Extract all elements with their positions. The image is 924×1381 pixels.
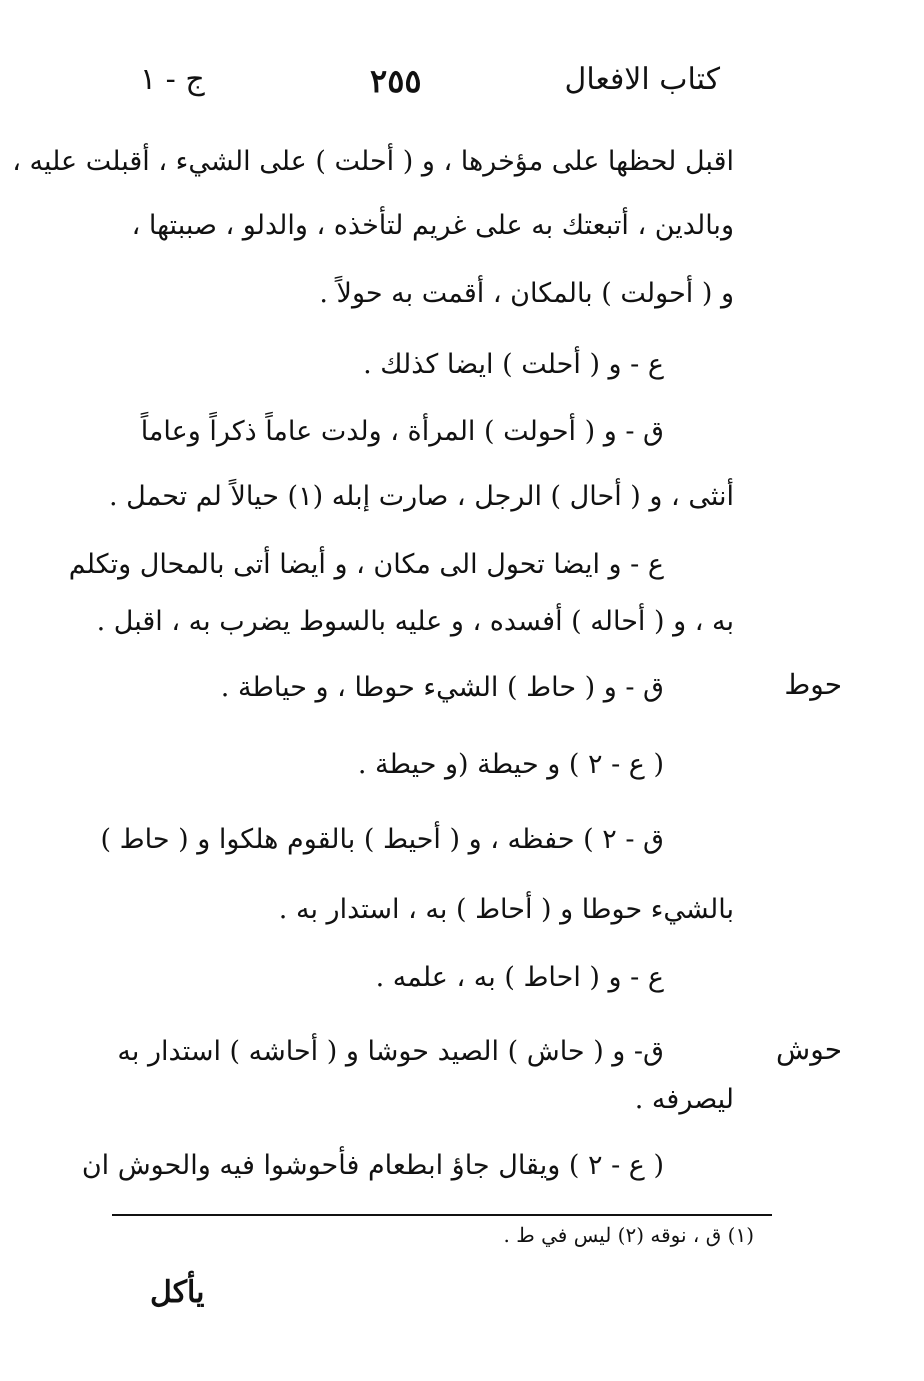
text-line-13: ع - و ( احاط ) به ، علمه . xyxy=(375,962,664,993)
volume-label: ج - ١ xyxy=(140,62,205,97)
catchword: يأكل xyxy=(150,1275,205,1310)
book-title: كتاب الافعال xyxy=(564,62,720,97)
text-line-1: اقبل لحظها على مؤخرها ، و ( أحلت ) على الشيء ، أقبلت عليه ، xyxy=(12,146,734,177)
root-word-hawsh: حوش xyxy=(776,1033,842,1066)
text-line-2: وبالدين ، أتبعتك به على غريم لتأخذه ، والدلو ، صببتها ، xyxy=(131,210,734,241)
text-line-9: ق - و ( حاط ) الشيء حوطا ، و حياطة . xyxy=(220,672,664,703)
page-header xyxy=(120,62,720,122)
text-line-8: به ، و ( أحاله ) أفسده ، و عليه بالسوط يضرب به ، اقبل . xyxy=(96,606,734,637)
text-line-12: بالشيء حوطا و ( أحاط ) به ، استدار به . xyxy=(278,894,734,925)
text-line-10: ( ع - ٢ ) و حيطة (و حيطة . xyxy=(357,749,664,780)
text-line-4: ع - و ( أحلت ) ايضا كذلك . xyxy=(363,349,664,380)
text-line-16: ( ع - ٢ ) ويقال جاؤ ابطعام فأحوشوا فيه والحوش ان xyxy=(81,1150,664,1181)
text-line-6: أنثى ، و ( أحال ) الرجل ، صارت إبله (١) حيالاً لم تحمل . xyxy=(108,481,734,512)
text-line-3: و ( أحولت ) بالمكان ، أقمت به حولاً . xyxy=(319,278,734,309)
text-line-14: ق- و ( حاش ) الصيد حوشا و ( أحاشه ) استدار به xyxy=(117,1036,664,1067)
footnote-divider xyxy=(112,1214,772,1216)
text-line-5: ق - و ( أحولت ) المرأة ، ولدت عاماً ذكراً وعاماً xyxy=(140,416,664,447)
root-word-hawt: حوط xyxy=(784,668,842,701)
text-line-11: ق - ٢ ) حفظه ، و ( أحيط ) بالقوم هلكوا و ( حاط ) xyxy=(100,824,664,855)
text-line-15: ليصرفه . xyxy=(634,1084,734,1115)
text-line-7: ع - و ايضا تحول الى مكان ، و أيضا أتى بالمحال وتكلم xyxy=(68,549,664,580)
footnote: (١) ق ، نوقه (٢) ليس في ط . xyxy=(503,1223,754,1247)
page-number: ٢٥٥ xyxy=(370,62,422,100)
